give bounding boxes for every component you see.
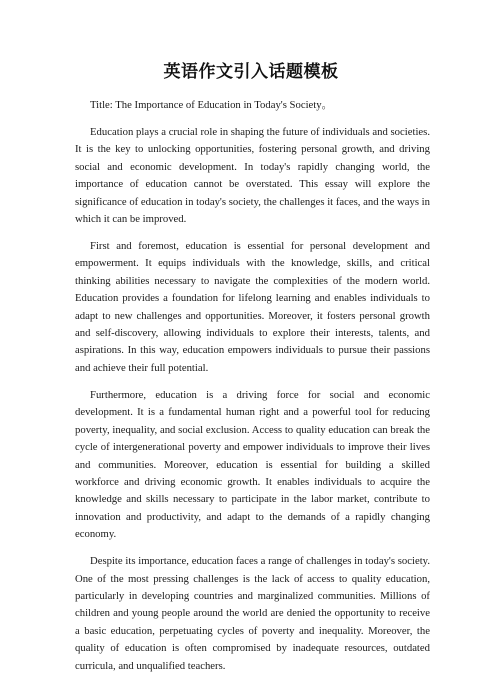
document-heading: 英语作文引入话题模板: [163, 62, 339, 82]
paragraph-personal-development: First and foremost, education is essential for personal development and empowerment. It equips individuals with the knowledge, skills, and critical thinking abilities necessary to navigate the complexities of the modern world. Education provides a foundation for lifelong learning and enables individuals to adapt to new challenges and opportunities. Moreover, it fosters personal growth and self-discovery, allowing individuals to explore their interests, talents, and aspirations. In this way, education empowers individuals to pursue their passions and achieve their full potential.: [75, 240, 430, 374]
essay-title: Title: The Importance of Education in Today's Society。: [90, 99, 333, 111]
paragraph-introduction: Education plays a crucial role in shaping the future of individuals and societies. It is the key to unlocking opportunities, fostering personal growth, and driving social and economic development. In today's rapidly changing world, the importance of education cannot be overstated. This essay will explore the significance of education in today's society, the challenges it faces, and the ways in which it can be improved.: [75, 126, 430, 226]
paragraph-social-economic-development: Furthermore, education is a driving force for social and economic development. It is a fundamental human right and a powerful tool for reducing poverty, inequality, and social exclusion. Access to quality education can break the cycle of intergenerational poverty and empower individuals to improve their lives and communities. Moreover, education is essential for building a skilled workforce and driving economic growth. It enables individuals to acquire the knowledge and skills necessary to participate in the labor market, contribute to innovation and productivity, and adapt to the demands of a rapidly changing economy.: [75, 388, 430, 541]
document-body: [75, 97, 430, 685]
paragraph-challenges: Despite its importance, education faces a range of challenges in today's society. One of the most pressing challenges is the lack of access to quality education, particularly in developing countries and marginalized communities. Millions of children and young people around the world are denied the opportunity to receive a basic education, perpetuating cycles of poverty and inequality. Moreover, the quality of education is often compromised by inadequate resources, outdated curricula, and unqualified teachers.: [75, 555, 430, 672]
